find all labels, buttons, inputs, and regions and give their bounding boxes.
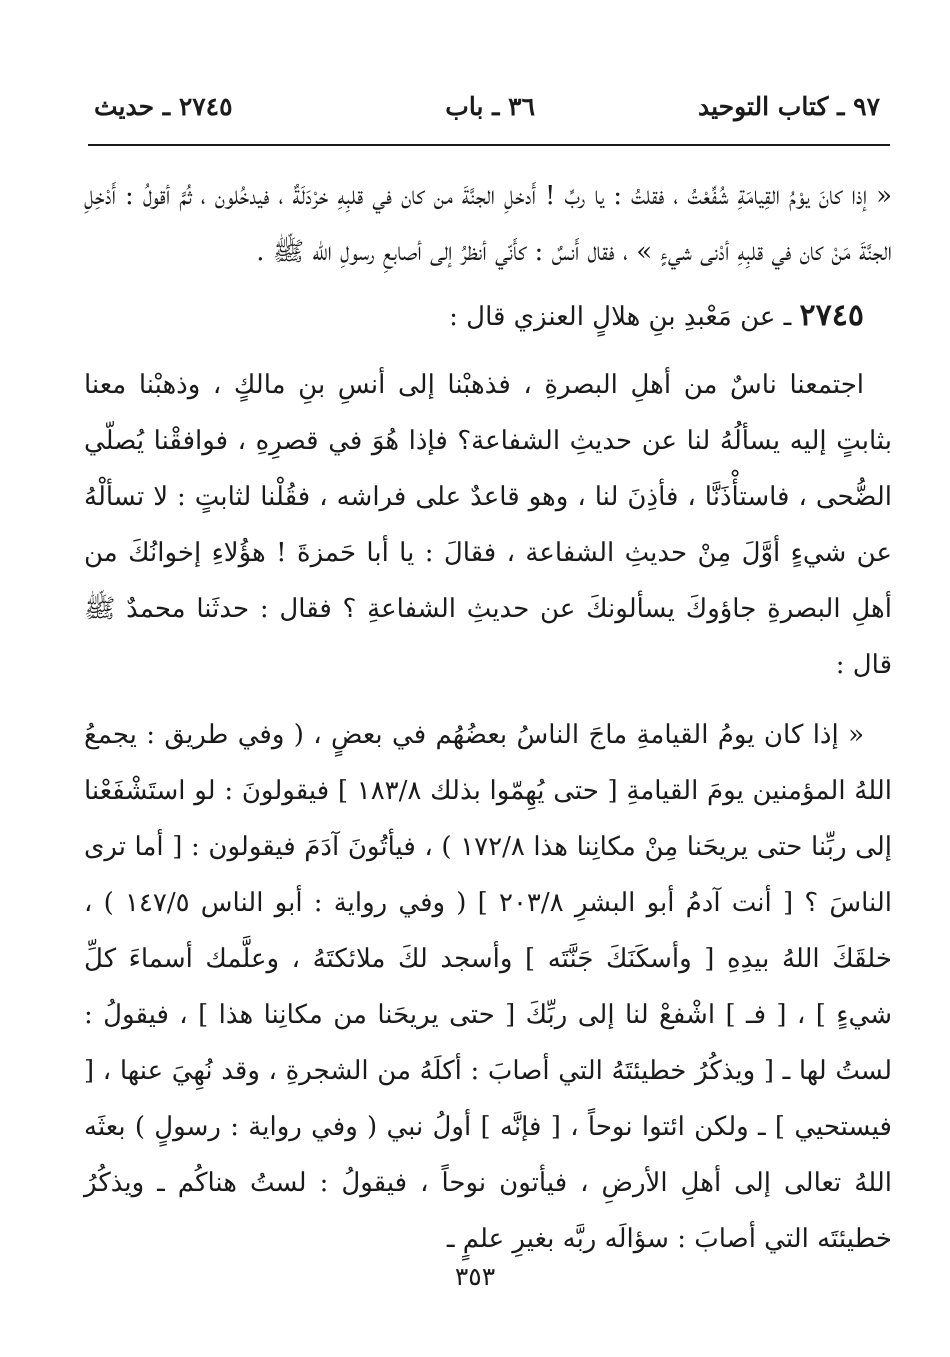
header-hadith-number: ٢٧٤٥ ـ حديث bbox=[94, 92, 233, 121]
hadith-intro: ـ عن مَعْبدِ بنِ هلالٍ العنزي قال : bbox=[449, 302, 792, 332]
paragraph-narration: اجتمعنا ناسٌ من أهلِ البصرةِ ، فذهبْنا إلى أنسِ بنِ مالكٍ ، وذهبْنا معنا بثابتٍ إليه يسألُهُ لنا عن حديثِ الشفاعة؟ فإذا هُوَ في قصرِهِ ، فوافقْنا يُصلّي الضُّحى ، فاستأْذَنَّا ، فأذِنَ لنا ، وهو قاعدٌ على فراشه ، فقُلْنا لثابتٍ : لا تسألْهُ عن شيءٍ أوَّلَ مِنْ حديثِ الشفاعة ، فقالَ : يا أبا حَمزةَ ! هؤُلاءِ إخوانُكَ من أهلِ البصرةِ جاؤوكَ يسألونكَ عن حديثِ الشفاعةِ ؟ فقال : حدثَنا محمدٌ ﷺ قال : bbox=[84, 370, 892, 680]
running-header bbox=[88, 80, 890, 130]
header-chapter: ٣٦ ـ باب bbox=[445, 92, 535, 121]
paragraph-hadith-text: « إذا كان يومُ القيامةِ ماجَ الناسُ بعضُهُم في بعضٍ ، ( وفي طريق : يجمعُ اللهُ المؤمنين يومَ القيامةِ [ حتى يُهِمّوا بذلك ١٨٣/٨ ] فيقولونَ : لو استَشْفَعْنا إلى ربِّنا حتى يريحَنا مِنْ مكانِنا هذا ١٧٢/٨ ) ، فيأتُونَ آدَمَ فيقولون : [ أما ترى الناسَ ؟ [ أنت آدمُ أبو البشرِ ٢٠٣/٨ ] ( وفي رواية : أبو الناس ١٤٧/٥ ) ، خلقَكَ اللهُ بيدِهِ [ وأسكَنَكَ جَنَّتَه ] وأسجد لكَ ملائكتَهُ ، وعلَّمك أسماءَ كلِّ شيءٍ ] ، [ فـ ] اشْفعْ لنا إلى ربِّكَ [ حتى يريحَنا من مكانِنا هذا ] ، فيقولُ : لستُ لها ـ [ ويذكُرُ خطيئتَهُ التي أصابَ : أكلَهُ من الشجرةِ ، وقد نُهِيَ عنها ، [ فيستحيي ] ـ ولكن ائتوا نوحاً ، [ فإنَّه ] أولُ نبي ( وفي رواية : رسولٍ ) بعثَه اللهُ تعالى إلى أهلِ الأرضِ ، فيأتون نوحاً ، فيقولُ : لستُ هناكُم ـ ويذكُرُ خطيئتَه التي أصابَ : سؤالَه ربَّه بغيرِ علمٍ ـ bbox=[84, 720, 892, 1254]
hadith-number: ٢٧٤٥ bbox=[799, 298, 864, 333]
hadith-heading bbox=[84, 288, 892, 345]
header-divider bbox=[88, 144, 890, 146]
page-body bbox=[84, 168, 892, 1267]
header-book-title: ٩٧ ـ كتاب التوحيد bbox=[697, 92, 880, 121]
paragraph-hadith-continuation: « إذا كانَ يوْمُ القِيامَةِ شُفِّعْتُ ، فقلتُ : يا ربِّ ! أَدخلِ الجنَّةَ من كان في قلبِهِ خرْدَلَةٌ ، فيدخُلون ، ثُمَّ أقولُ : أَدْخِلِ الجنَّةَ مَنْ كان في قلبِهِ أدْنى شيءٍ » ، فقال أَنسٌ : كأَنّي أنظرُ إلى أصابعِ رسولِ الله ﷺ . bbox=[84, 181, 893, 267]
page-number: ٣٥٣ bbox=[454, 1262, 496, 1291]
